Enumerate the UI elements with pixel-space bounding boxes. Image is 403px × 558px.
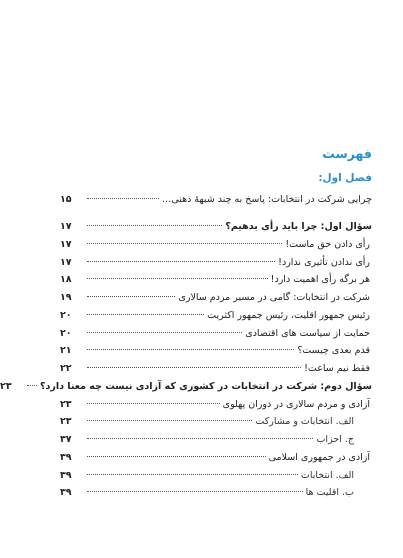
toc-entry[interactable] xyxy=(60,289,372,307)
toc-entry[interactable] xyxy=(60,396,372,414)
toc-entry-page-number: ۱۸ xyxy=(60,274,72,286)
toc-entry-label: الف. انتخابات xyxy=(300,469,354,481)
toc-entry-page-number: ۲۲ xyxy=(60,363,72,374)
dot-leader xyxy=(87,420,252,421)
toc-entry-label: هر برگه رأی اهمیت دارد! xyxy=(270,274,370,286)
toc-entry-page-number: ۱۷ xyxy=(60,256,72,268)
toc-entry-label: رأی دادن حق ماست! xyxy=(285,238,370,250)
toc-entry[interactable] xyxy=(60,190,372,218)
dot-leader xyxy=(87,278,268,279)
toc-entry[interactable] xyxy=(60,431,372,449)
dot-leader xyxy=(87,367,301,368)
toc-entry-label: رئیس جمهور اقلیت، رئیس جمهور اکثریت xyxy=(207,309,370,321)
toc-entry-page-number: ۳۹ xyxy=(60,451,72,463)
toc-entry-page-number: ۲۳ xyxy=(60,398,72,410)
dot-leader xyxy=(87,296,175,297)
toc-entry-label: آزادی در جمهوری اسلامی xyxy=(268,451,370,463)
dot-leader xyxy=(87,438,313,439)
toc-entry-label: رأی ندادن تأثیری ندارد! xyxy=(278,256,370,268)
toc-entry-label: شرکت در انتخابات: گامی در مسیر مردم سالاری xyxy=(178,292,370,303)
toc-entry-label: سؤال دوم: شرکت در انتخابات در کشوری که آزادی نیست چه معنا دارد؟ xyxy=(40,380,372,392)
toc-entry[interactable] xyxy=(60,360,372,378)
toc-entry-label: حمایت از سیاست های اقتصادی xyxy=(245,327,370,339)
toc-entry-page-number: ۱۷ xyxy=(60,221,72,232)
chapter-heading: فصل اول: xyxy=(318,172,372,184)
toc-list xyxy=(0,190,372,502)
toc-entry-label: ج. احزاب xyxy=(316,434,354,445)
toc-entry[interactable] xyxy=(60,325,372,343)
toc-entry[interactable] xyxy=(60,271,372,289)
toc-entry-page-number: ۲۳ xyxy=(60,416,72,428)
toc-entry[interactable] xyxy=(60,484,372,502)
toc-entry-page-number: ۲۱ xyxy=(60,345,72,357)
toc-entry-label: الف. انتخابات و مشارکت xyxy=(255,416,354,428)
dot-leader xyxy=(87,261,275,262)
toc-entry-page-number: ۱۵ xyxy=(60,194,72,205)
toc-entry-label: سؤال اول: چرا باید رأی بدهیم؟ xyxy=(225,221,372,232)
toc-title: فهرست xyxy=(322,146,372,161)
toc-entry-label: آزادی و مردم سالاری در دوران پهلوی xyxy=(222,398,370,410)
dot-leader xyxy=(87,456,266,457)
toc-entry[interactable] xyxy=(60,236,372,254)
toc-entry-page-number: ۳۹ xyxy=(60,487,72,499)
toc-entry-label: فقط نیم ساعت! xyxy=(304,363,370,374)
toc-entry[interactable] xyxy=(60,254,372,272)
dot-leader xyxy=(87,314,204,315)
toc-entry-label: چرایی شرکت در انتخابات: پاسخ به چند شبهۀ ذهنی… xyxy=(161,194,372,205)
dot-leader xyxy=(87,332,242,333)
dot-leader xyxy=(87,225,222,226)
dot-leader xyxy=(87,491,303,492)
toc-entry[interactable] xyxy=(60,307,372,325)
dot-leader xyxy=(87,349,294,350)
toc-entry-page-number: ۳۷ xyxy=(60,434,72,445)
dot-leader xyxy=(27,385,37,386)
toc-entry-page-number: ۳۹ xyxy=(60,469,72,481)
toc-entry-page-number: ۲۳ xyxy=(0,380,12,392)
toc-entry-page-number: ۲۰ xyxy=(60,327,72,339)
toc-entry[interactable] xyxy=(60,218,372,236)
toc-entry[interactable] xyxy=(60,467,372,485)
dot-leader xyxy=(87,403,220,404)
dot-leader xyxy=(87,198,159,199)
toc-entry-label: قدم بعدی چیست؟ xyxy=(297,345,370,357)
dot-leader xyxy=(87,474,298,475)
toc-entry-page-number: ۲۰ xyxy=(60,309,72,321)
toc-entry-page-number: ۱۷ xyxy=(60,238,72,250)
toc-entry[interactable] xyxy=(60,342,372,360)
toc-entry-page-number: ۱۹ xyxy=(60,292,72,303)
toc-entry[interactable] xyxy=(60,449,372,467)
toc-entry[interactable] xyxy=(60,413,372,431)
toc-entry[interactable] xyxy=(0,378,372,396)
toc-entry-label: ب. اقلیت ها xyxy=(305,487,354,499)
dot-leader xyxy=(87,243,282,244)
